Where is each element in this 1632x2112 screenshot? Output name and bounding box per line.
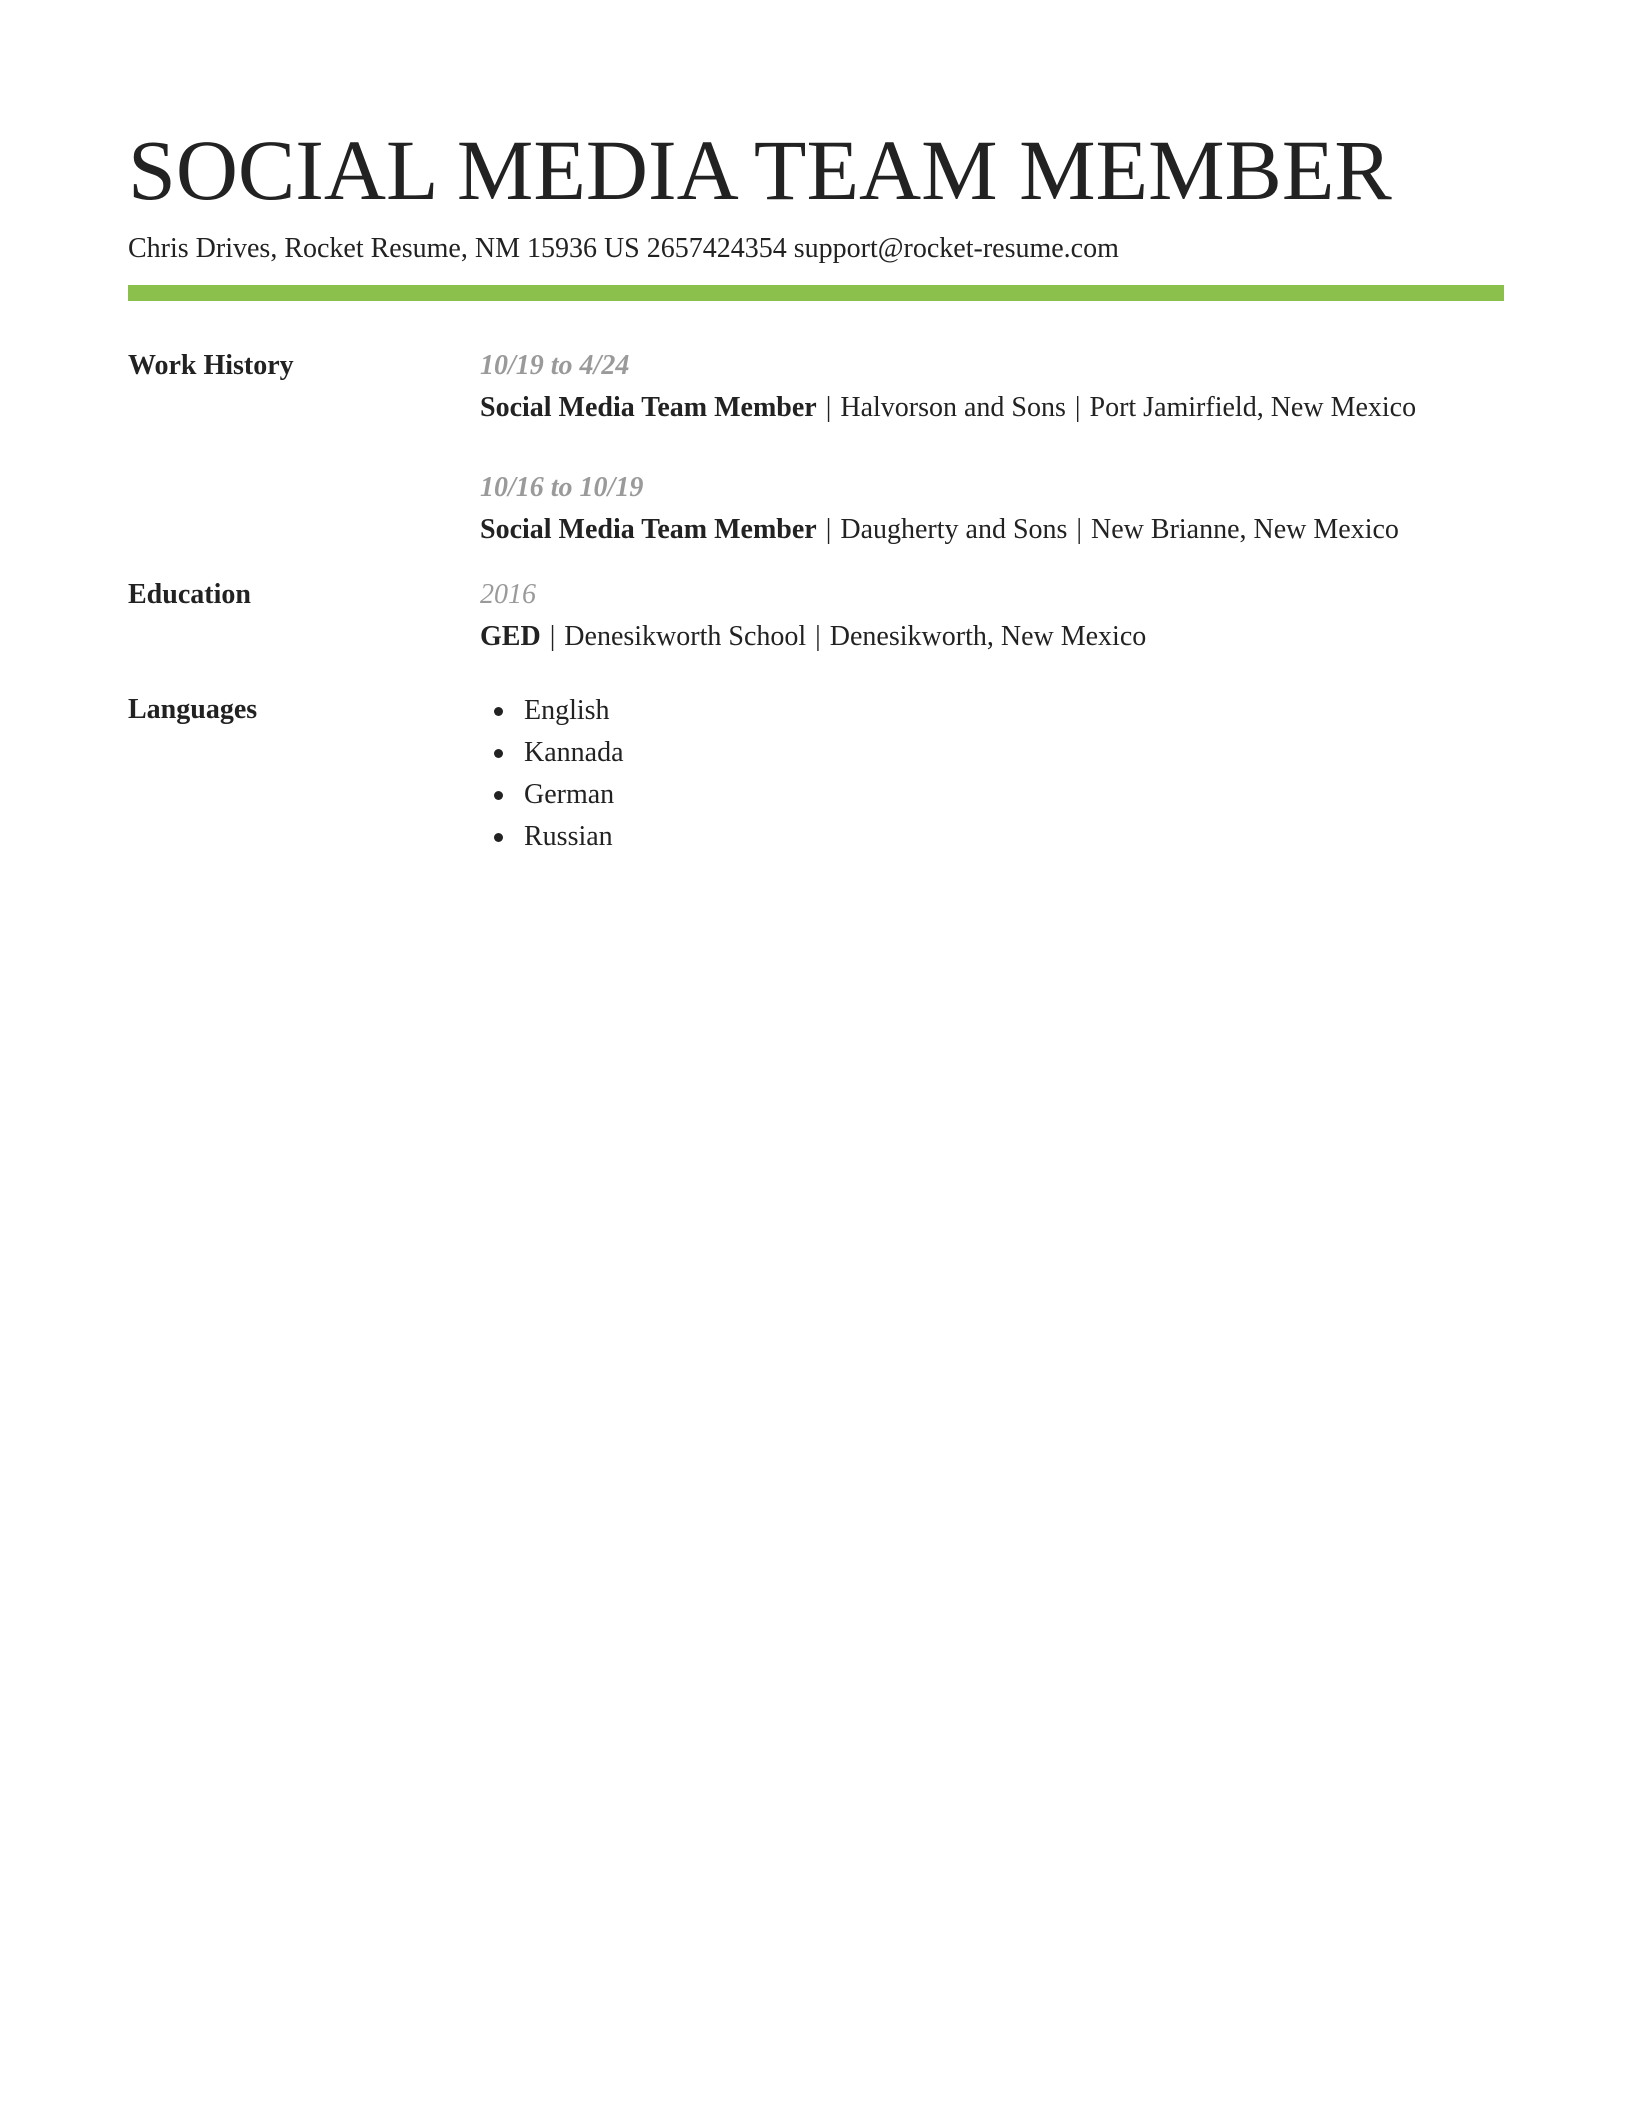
- section-title-education: Education: [128, 579, 251, 610]
- education-entry-degree: GED: [480, 621, 541, 652]
- separator: |: [1074, 392, 1081, 423]
- language-item: [480, 732, 1504, 774]
- work-entry-details: [480, 386, 1504, 430]
- bullet-icon: [494, 749, 503, 758]
- language-name: Russian: [524, 821, 613, 852]
- education-entry: [480, 575, 1504, 659]
- language-item: [480, 774, 1504, 816]
- work-entry-date: 10/16 to 10/19: [480, 472, 644, 503]
- work-entry-company: Halvorson and Sons: [840, 392, 1066, 423]
- work-entry-location: New Brianne, New Mexico: [1091, 514, 1399, 545]
- language-item: [480, 816, 1504, 858]
- work-history-entries: [480, 346, 1504, 552]
- separator: |: [549, 621, 556, 652]
- work-entry-company: Daugherty and Sons: [840, 514, 1068, 545]
- work-entry-role: Social Media Team Member: [480, 392, 817, 423]
- work-entry: [480, 346, 1504, 430]
- education-entry-location: Denesikworth, New Mexico: [829, 621, 1147, 652]
- work-entry-role: Social Media Team Member: [480, 514, 817, 545]
- separator: |: [825, 392, 832, 423]
- bullet-icon: [494, 707, 503, 716]
- education-entry-school: Denesikworth School: [564, 621, 807, 652]
- work-entry: [480, 468, 1504, 552]
- education-entry-date: 2016: [480, 579, 536, 610]
- language-name: English: [524, 695, 610, 726]
- language-name: German: [524, 779, 615, 810]
- resume-title: SOCIAL MEDIA TEAM MEMBER: [128, 122, 1392, 218]
- section-title-languages: Languages: [128, 694, 258, 725]
- separator: |: [825, 514, 832, 545]
- bullet-icon: [494, 833, 503, 842]
- section-title-work-history: Work History: [128, 350, 294, 381]
- languages-list: [480, 690, 1504, 858]
- separator: |: [815, 621, 821, 652]
- work-entry-date: 10/19 to 4/24: [480, 350, 630, 381]
- work-entry-details: [480, 508, 1504, 552]
- contact-line: Chris Drives, Rocket Resume, NM 15936 US 2657424354 support@rocket-resume.com: [128, 233, 1119, 264]
- education-entry-details: [480, 615, 1504, 659]
- bullet-icon: [494, 791, 503, 800]
- work-entry-location: Port Jamirfield, New Mexico: [1089, 392, 1417, 423]
- language-item: [480, 690, 1504, 732]
- language-name: Kannada: [524, 737, 624, 768]
- education-entries: [480, 575, 1504, 659]
- accent-divider: [128, 285, 1504, 301]
- languages-list-wrapper: [480, 690, 1504, 858]
- separator: |: [1076, 514, 1083, 545]
